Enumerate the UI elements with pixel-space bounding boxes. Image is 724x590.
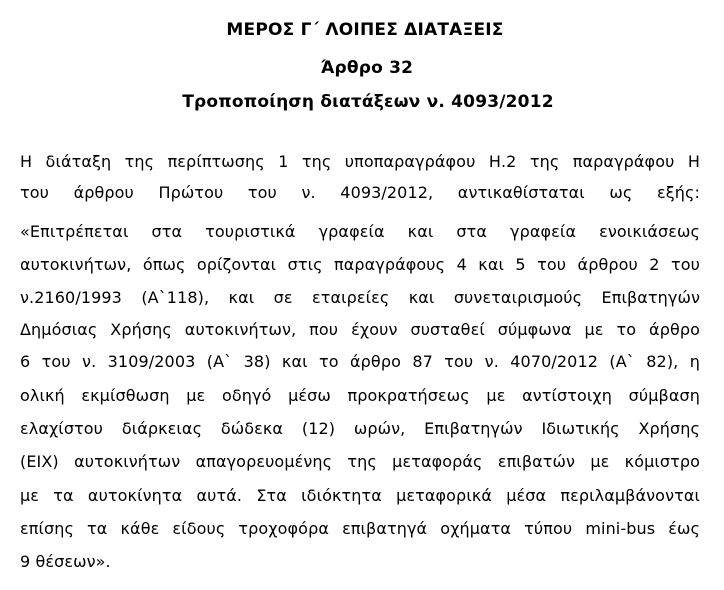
paragraph-line: ελαχίστου διάρκειας δώδεκα (12) ωρών, Επιβατηγών Ιδιωτικής Χρήσης — [20, 419, 700, 438]
paragraph-line: του άρθρου Πρώτου του ν. 4093/2012, αντικαθίσταται ως εξής: — [20, 183, 700, 202]
paragraph-line: αυτοκινήτων, όπως ορίζονται στις παραγράφους 4 και 5 του άρθρου 2 του — [20, 255, 700, 274]
article-subject: Τροποποίηση διατάξεων ν. 4093/2012 — [182, 92, 554, 112]
paragraph-line: με τα αυτοκίνητα αυτά. Στα ιδιόκτητα μεταφορικά μέσα περιλαμβάνονται — [20, 486, 700, 505]
paragraph-line: ν.2160/1993 (Α`118), και σε εταιρείες και συνεταιρισμούς Επιβατηγών — [20, 288, 700, 307]
paragraph-line: 9 θέσεων». — [20, 552, 111, 571]
part-title: ΜΕΡΟΣ Γ΄ ΛΟΙΠΕΣ ΔΙΑΤΑΞΕΙΣ — [226, 20, 504, 40]
paragraph-line: Δημόσιας Χρήσης αυτοκινήτων, που έχουν συσταθεί σύμφωνα με το άρθρο — [20, 320, 700, 339]
paragraph-line: 6 του ν. 3109/2003 (Α` 38) και το άρθρο 87 του ν. 4070/2012 (Α` 82), η — [20, 352, 700, 371]
paragraph-line: Η διάταξη της περίπτωσης 1 της υποπαραγράφου Η.2 της παραγράφου Η — [20, 152, 700, 171]
paragraph-line: επίσης τα κάθε είδους τροχοφόρα επιβατηγά οχήματα τύπου mini-bus έως — [20, 519, 700, 538]
paragraph-line: ολική εκμίσθωση με οδηγό μέσω προκρατήσεως με αντίστοιχη σύμβαση — [20, 386, 700, 405]
paragraph-line: (ΕΙΧ) αυτοκινήτων απαγορευομένης της μεταφοράς επιβατών με κόμιστρο — [20, 452, 700, 471]
paragraph-line: «Επιτρέπεται στα τουριστικά γραφεία και στα γραφεία ενοικιάσεως — [20, 222, 700, 241]
article-title: Άρθρο 32 — [320, 58, 414, 78]
